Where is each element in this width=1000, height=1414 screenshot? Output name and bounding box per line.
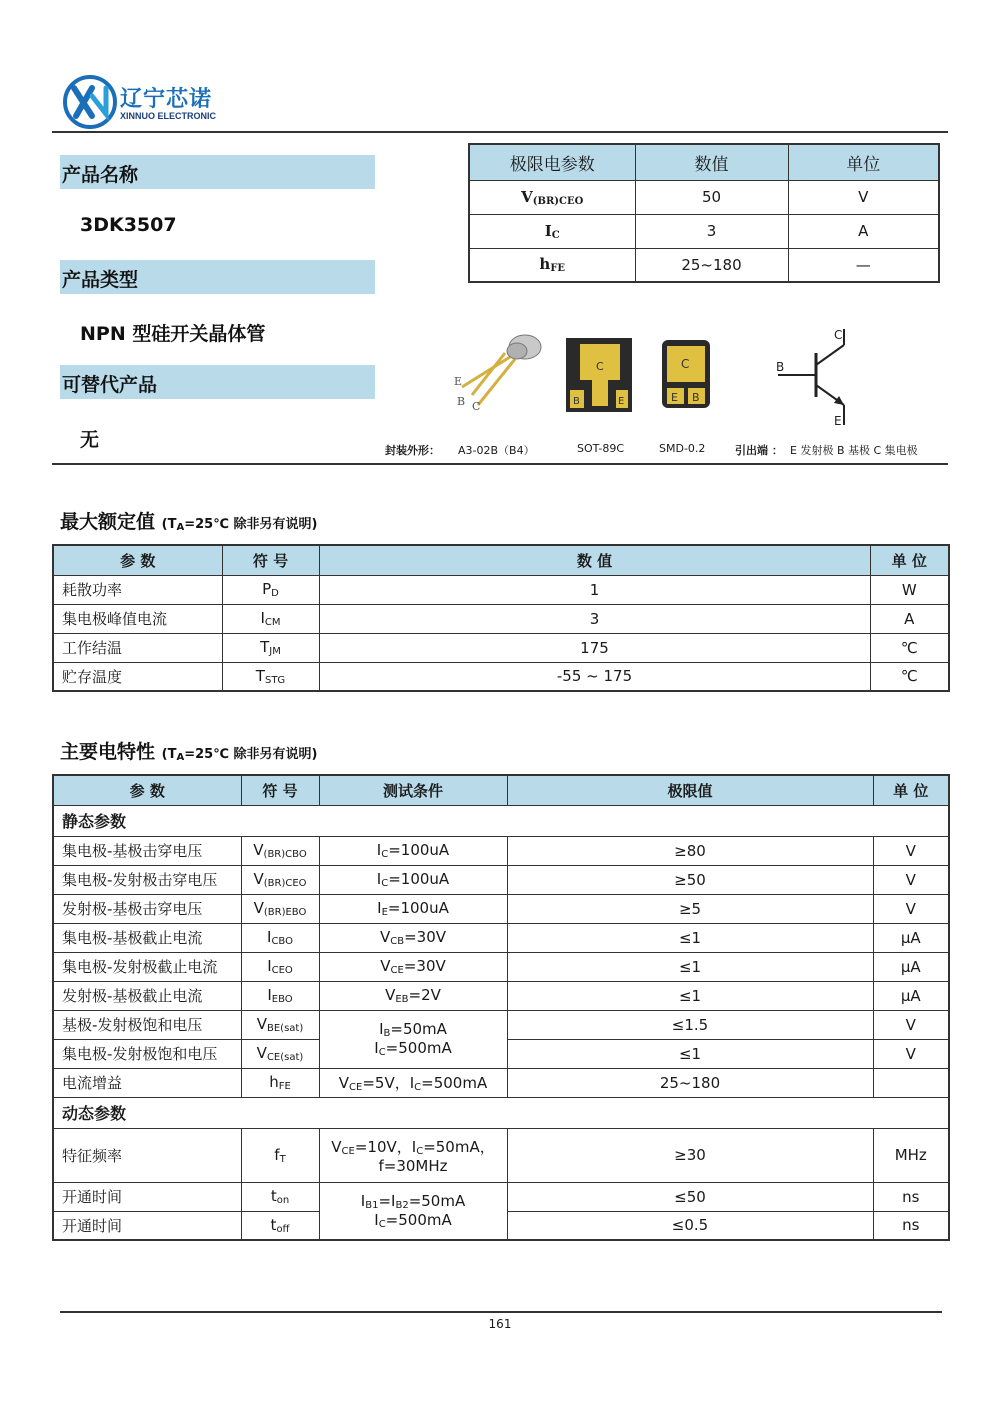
table-row (53, 575, 949, 604)
symbol-cell: $T_{JM}$ (222, 633, 319, 662)
condition-cell: $I_B=50mA$ $I_C=500mA$ (319, 1010, 507, 1068)
npn-symbol-icon (774, 325, 854, 430)
condition-cell: $V_{CE}=5V$，$I_C=500mA$ (319, 1068, 507, 1097)
svg-text:B: B (573, 396, 580, 407)
section-divider (52, 463, 948, 465)
table-row (53, 923, 949, 952)
limit-cell: ≤1 (507, 1039, 873, 1068)
table-row (53, 1068, 949, 1097)
limit-cell: ≥30 (507, 1128, 873, 1182)
symbol-cell: $I_{CEO}$ (241, 952, 319, 981)
symbol-cell: $h_{FE}$ (469, 248, 635, 282)
condition-cell: $I_{B1}=I_{B2}=50mA$ $I_C=500mA$ (319, 1182, 507, 1240)
param-cell: 基极-发射极饱和电压 (53, 1010, 241, 1039)
symbol-cell: $h_{FE}$ (241, 1068, 319, 1097)
svg-text:C: C (681, 357, 690, 371)
svg-text:B: B (692, 391, 700, 404)
table-row (53, 981, 949, 1010)
package-labels (385, 442, 945, 458)
smd-package-image (662, 340, 710, 408)
param-cell: 集电极-基极截止电流 (53, 923, 241, 952)
column-header: 单 位 (873, 775, 949, 805)
param-cell: 集电极峰值电流 (53, 604, 222, 633)
symbol-cell: $V_{(BR)CBO}$ (241, 836, 319, 865)
unit-cell: V (873, 865, 949, 894)
param-cell: 发射极-基极截止电流 (53, 981, 241, 1010)
static-params-label: 静态参数 (53, 805, 949, 836)
unit-cell: V (873, 1039, 949, 1068)
table-row (53, 633, 949, 662)
condition-cell: $I_C=100uA$ (319, 836, 507, 865)
dynamic-params-label: 动态参数 (53, 1097, 949, 1128)
table-row (53, 662, 949, 691)
product-name-bar (60, 155, 375, 189)
unit-cell (873, 1068, 949, 1097)
column-header: 极限电参数 (469, 144, 635, 180)
param-cell: 耗散功率 (53, 575, 222, 604)
company-logo (62, 74, 242, 130)
value-cell: 3 (635, 214, 788, 248)
symbol-cell: $V_{(BR)EBO}$ (241, 894, 319, 923)
xinnuo-logo-icon (62, 74, 118, 130)
unit-cell: V (873, 1010, 949, 1039)
svg-text:E: E (618, 396, 625, 407)
package-label: 封装外形： (385, 444, 440, 457)
svg-text:C: C (596, 360, 604, 373)
table-row (53, 1128, 949, 1182)
limit-cell: ≥80 (507, 836, 873, 865)
to-package-image (450, 325, 550, 415)
sot89-package-image (566, 338, 632, 412)
symbol-cell: $I_C$ (469, 214, 635, 248)
value-cell: 25~180 (635, 248, 788, 282)
unit-cell: — (788, 248, 939, 282)
unit-cell: A (870, 604, 949, 633)
table-row (469, 248, 939, 282)
symbol-cell: $V_{(BR)CEO}$ (241, 865, 319, 894)
symbol-cell: $t_{off}$ (241, 1211, 319, 1240)
table-header-row (53, 775, 949, 805)
footer-divider (60, 1311, 942, 1313)
column-header: 参 数 (53, 545, 222, 575)
electrical-characteristics-table (52, 774, 950, 1241)
unit-cell: ns (873, 1182, 949, 1211)
table-row (53, 1182, 949, 1211)
table-header-row (469, 144, 939, 180)
symbol-cell: $f_T$ (241, 1128, 319, 1182)
brand-name-cn: 辽宁芯诺 (120, 87, 213, 112)
table-row (469, 180, 939, 214)
column-header: 符 号 (222, 545, 319, 575)
table-header-row (53, 545, 949, 575)
condition-cell: $V_{CB}=30V$ (319, 923, 507, 952)
package-name: A3-02B（B4） (458, 444, 535, 457)
limit-cell: ≤1.5 (507, 1010, 873, 1039)
table-row (53, 604, 949, 633)
pin-label: 引出端 ： (735, 444, 783, 457)
svg-text:E: E (454, 375, 463, 388)
electrical-title: 主要电特性 ($T_A=25℃$ 除非另有说明) (60, 741, 318, 763)
symbol-cell: $V_{BE(sat)}$ (241, 1010, 319, 1039)
value-cell: -55 ~ 175 (319, 662, 870, 691)
product-type-value: NPN 型硅开关晶体管 (80, 323, 266, 345)
table-row (53, 894, 949, 923)
symbol-cell: $T_{STG}$ (222, 662, 319, 691)
symbol-cell: $t_{on}$ (241, 1182, 319, 1211)
limit-cell: ≥50 (507, 865, 873, 894)
column-header: 符 号 (241, 775, 319, 805)
group-row (53, 805, 949, 836)
param-cell: 电流增益 (53, 1068, 241, 1097)
condition-cell: $I_C=100uA$ (319, 865, 507, 894)
unit-cell: μA (873, 981, 949, 1010)
value-cell: 50 (635, 180, 788, 214)
param-cell: 特征频率 (53, 1128, 241, 1182)
max-ratings-title: 最大额定值 ($T_A=25℃$ 除非另有说明) (60, 511, 318, 533)
column-header: 极限值 (507, 775, 873, 805)
unit-cell: W (870, 575, 949, 604)
pin-description: E 发射极 B 基极 C 集电极 (790, 444, 918, 457)
limit-cell: ≤50 (507, 1182, 873, 1211)
package-name: SOT-89C (577, 442, 624, 455)
limit-cell: ≤1 (507, 923, 873, 952)
unit-cell: MHz (873, 1128, 949, 1182)
svg-text:E: E (671, 391, 678, 404)
value-cell: 1 (319, 575, 870, 604)
condition-cell: $I_E=100uA$ (319, 894, 507, 923)
param-cell: 贮存温度 (53, 662, 222, 691)
product-alt-value: 无 (80, 429, 100, 451)
column-header: 参 数 (53, 775, 241, 805)
param-cell: 集电极-基极击穿电压 (53, 836, 241, 865)
symbol-cell: $I_{CM}$ (222, 604, 319, 633)
limit-cell: ≥5 (507, 894, 873, 923)
unit-cell: A (788, 214, 939, 248)
condition-cell: $V_{EB}=2V$ (319, 981, 507, 1010)
limit-cell: ≤1 (507, 981, 873, 1010)
unit-cell: ns (873, 1211, 949, 1240)
condition-cell: $V_{CE}=10V$，$I_C=50mA$， f=30MHz (319, 1128, 507, 1182)
svg-text:B: B (457, 395, 466, 408)
symbol-cell: $I_{CBO}$ (241, 923, 319, 952)
unit-cell: ℃ (870, 662, 949, 691)
page-number: 161 (488, 1317, 512, 1331)
param-cell: 集电极-发射极饱和电压 (53, 1039, 241, 1068)
condition-cell: $V_{CE}=30V$ (319, 952, 507, 981)
svg-text:E: E (834, 414, 842, 428)
param-cell: 工作结温 (53, 633, 222, 662)
brand-name-en: XINNUO ELECTRONIC (120, 111, 217, 121)
svg-text:C: C (834, 328, 843, 342)
group-row (53, 1097, 949, 1128)
product-type-label: 产品类型 (62, 269, 139, 291)
param-cell: 集电极-发射极截止电流 (53, 952, 241, 981)
unit-cell: V (873, 894, 949, 923)
param-cell: 集电极-发射极击穿电压 (53, 865, 241, 894)
unit-cell: μA (873, 923, 949, 952)
table-row (53, 952, 949, 981)
product-alt-label: 可替代产品 (62, 374, 158, 396)
product-name-value: 3DK3507 (80, 214, 177, 236)
unit-cell: V (788, 180, 939, 214)
column-header: 单位 (788, 144, 939, 180)
svg-text:B: B (776, 360, 785, 374)
column-header: 数值 (635, 144, 788, 180)
product-name-label: 产品名称 (62, 164, 139, 186)
value-cell: 3 (319, 604, 870, 633)
unit-cell: ℃ (870, 633, 949, 662)
symbol-cell: $V_{CE(sat)}$ (241, 1039, 319, 1068)
symbol-cell: $V_{(BR)CEO}$ (469, 180, 635, 214)
value-cell: 175 (319, 633, 870, 662)
unit-cell: V (873, 836, 949, 865)
param-cell: 开通时间 (53, 1211, 241, 1240)
header-divider (52, 131, 948, 133)
limit-cell: 25~180 (507, 1068, 873, 1097)
column-header: 单 位 (870, 545, 949, 575)
svg-text:C: C (472, 400, 481, 413)
table-row (469, 214, 939, 248)
package-name: SMD-0.2 (659, 442, 706, 455)
limit-cell: ≤0.5 (507, 1211, 873, 1240)
max-ratings-table (52, 544, 950, 692)
table-row (53, 836, 949, 865)
symbol-cell: $P_D$ (222, 575, 319, 604)
product-type-bar (60, 260, 375, 294)
unit-cell: μA (873, 952, 949, 981)
limit-cell: ≤1 (507, 952, 873, 981)
param-cell: 发射极-基极击穿电压 (53, 894, 241, 923)
param-cell: 开通时间 (53, 1182, 241, 1211)
symbol-cell: $I_{EBO}$ (241, 981, 319, 1010)
column-header: 测试条件 (319, 775, 507, 805)
product-alt-bar (60, 365, 375, 399)
column-header: 数 值 (319, 545, 870, 575)
table-row (53, 865, 949, 894)
limit-parameters-table (468, 143, 940, 283)
table-row (53, 1010, 949, 1039)
